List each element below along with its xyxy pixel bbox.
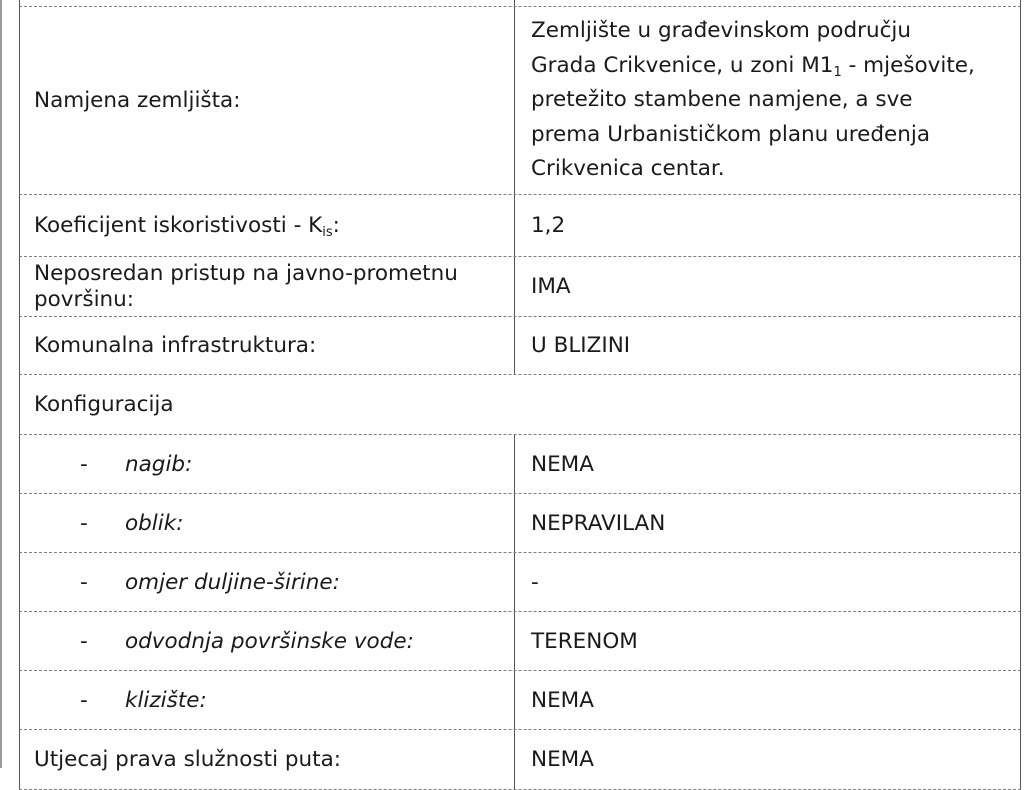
table-row-odvodnja [19,612,1021,671]
table-row-sluznost [19,730,1021,790]
oblik-value: NEPRAVILAN [531,510,666,536]
oblik-label-cell [19,494,514,552]
sluznost-label-cell [19,730,514,789]
pristup-label-line2: površinu: [34,286,135,312]
list-dash: - [80,510,88,536]
table-row-omjer [19,553,1021,612]
nagib-value: NEMA [531,451,594,477]
pristup-label-cell [19,257,514,316]
pristup-value-cell [514,257,1021,316]
koeficijent-colon: : [332,213,340,238]
kliziste-value: NEMA [531,687,594,713]
list-dash: - [80,687,88,713]
namjena-text-line3: pretežito stambene namjene, a sve [531,87,913,113]
koeficijent-label [34,213,340,238]
nagib-label-cell [19,435,514,493]
pristup-value: IMA [531,274,571,299]
sluznost-label: Utjecaj prava služnosti puta: [34,747,341,772]
odvodnja-label: odvodnja površinske vode: [125,628,414,654]
komunalna-value: U BLIZINI [531,333,631,358]
omjer-label: omjer duljine-širine: [125,569,340,595]
odvodnja-value: TERENOM [531,628,638,654]
table-row-konfiguracija [19,375,1021,435]
pristup-label [34,261,458,313]
sluznost-value-cell [514,730,1021,789]
namjena-text-line5: Crikvenica centar. [531,156,725,182]
table-row-kliziste [19,671,1021,730]
table-row-oblik [19,494,1021,553]
konfiguracija-heading-cell [19,375,1021,434]
koeficijent-subscript: is [322,225,333,240]
namjena-text-line1: Zemljište u građevinskom području [531,18,911,44]
kliziste-value-cell [514,671,1021,729]
koeficijent-label-cell [19,195,514,256]
oblik-value-cell [514,494,1021,552]
table-row-pristup [19,257,1021,317]
odvodnja-value-cell [514,612,1021,670]
empty-cell [514,0,1021,6]
namjena-label: Namjena zemljišta: [34,88,241,113]
namjena-text-line4: prema Urbanističkom planu uređenja [531,121,930,147]
table-row-nagib [19,435,1021,494]
kliziste-label-cell [19,671,514,729]
nagib-value-cell [514,435,1021,493]
list-dash: - [80,451,88,477]
kliziste-label: klizište: [125,687,207,713]
table-row-komunalna [19,317,1021,375]
omjer-label-cell [19,553,514,611]
land-info-table [19,0,1021,790]
sluznost-value: NEMA [531,747,594,772]
table-row-koeficijent [19,195,1021,257]
konfiguracija-heading: Konfiguracija [34,392,174,417]
list-dash: - [80,628,88,654]
komunalna-value-cell [514,317,1021,374]
pristup-label-line1: Neposredan pristup na javno-prometnu [34,260,458,286]
koeficijent-value: 1,2 [531,213,566,238]
koeficijent-label-text: Koeficijent iskoristivosti - K [34,213,323,238]
table-row-namjena [19,7,1021,195]
namjena-text-line2-end: - mješovite, [841,52,975,78]
omjer-value: - [531,569,539,595]
oblik-label: oblik: [125,510,184,536]
komunalna-label-cell [19,317,514,374]
odvodnja-label-cell [19,612,514,670]
table-row-top-partial [19,0,1021,7]
zone-subscript: 1 [833,64,842,80]
namjena-text-line2: Grada Crikvenice, u zoni M1 [531,52,834,78]
nagib-label: nagib: [125,451,193,477]
page-edge [0,0,2,768]
namjena-label-cell [19,7,514,194]
omjer-value-cell [514,553,1021,611]
list-dash: - [80,569,88,595]
empty-cell [19,0,514,6]
namjena-value-cell [514,7,1021,194]
koeficijent-value-cell [514,195,1021,256]
namjena-description [531,14,1014,187]
komunalna-label: Komunalna infrastruktura: [34,333,317,358]
